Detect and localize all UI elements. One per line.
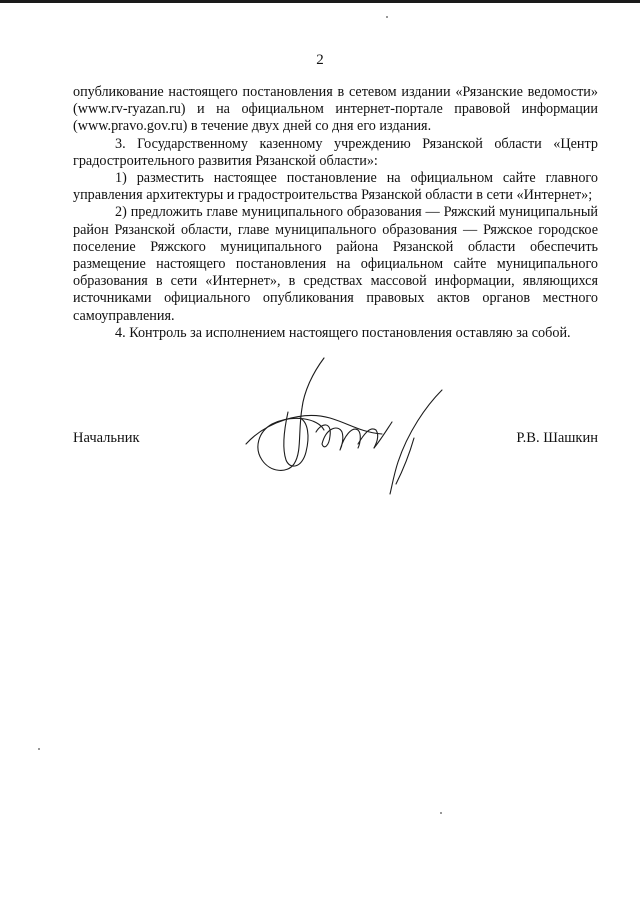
scan-speck: [440, 812, 442, 814]
signer-position: Начальник: [73, 430, 140, 446]
handwritten-signature: [232, 352, 447, 502]
paragraph-item-4: 4. Контроль за исполнением настоящего постановления оставляю за собой.: [115, 324, 571, 341]
paragraph-subitem-1: 1) разместить настоящее постановление на официальном сайте главного управления архитектуры и градостроительства Рязанской области в сети «Интернет»;: [73, 170, 598, 204]
paragraph-subitem-2: 2) предложить главе муниципального образования — Ряжский муниципальный район Рязанской области, главе муниципального образования — Ряжское городское поселение Ряжского муниципального района Рязанской области обеспечить размещение настоящего постановления на официальном сайте муниципального образования в сети «Интернет», в средствах массовой информации, являющихся источниками официального опубликования правовых актов органов местного самоуправления.: [73, 204, 598, 324]
scan-border: [0, 0, 640, 3]
document-body: [73, 84, 598, 342]
signer-name: Р.В. Шашкин: [516, 430, 598, 446]
scan-speck: [386, 16, 388, 18]
scan-speck: [38, 748, 40, 750]
paragraph-publication: опубликование настоящего постановления в сетевом издании «Рязанские ведомости» (www.rv-ryazan.ru) и на официальном интернет-портале правовой информации (www.pravo.gov.ru) в течение двух дней со дня его издания.: [73, 84, 598, 135]
paragraph-item-3: 3. Государственному казенному учреждению Рязанской области «Центр градостроительного развития Рязанской области»:: [73, 135, 598, 169]
page-number: 2: [316, 52, 324, 68]
